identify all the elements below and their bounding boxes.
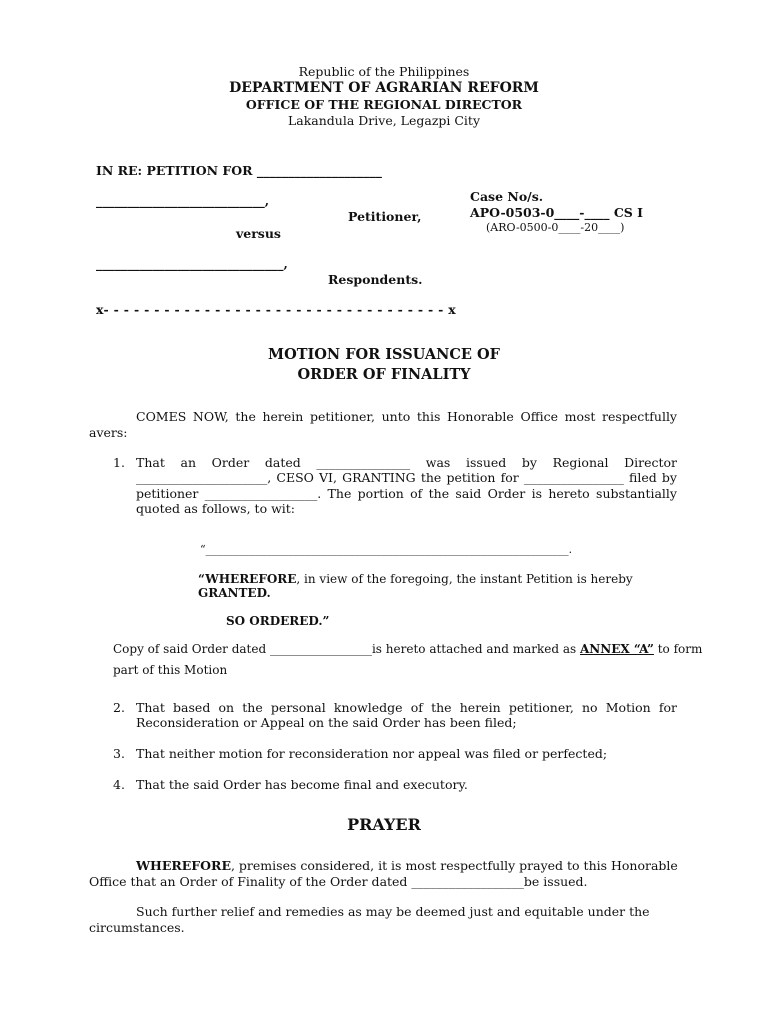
item2-line2: Reconsideration or Appeal on the said Order has been filed; <box>136 715 517 730</box>
quote-wherefore-rest: , in view of the foregoing, the instant Petition is hereby <box>296 572 633 586</box>
copy-line2: part of this Motion <box>113 663 228 677</box>
office-address: Lakandula Drive, Legazpi City <box>287 113 481 128</box>
motion-title-line1: MOTION FOR ISSUANCE OF <box>268 346 500 363</box>
in-re-line: IN RE: PETITION FOR ____________________ <box>96 163 382 178</box>
relief-line2: circumstances. <box>89 920 185 935</box>
quote-wherefore-bold: “WHEREFORE <box>198 572 297 586</box>
item1-number: 1. <box>113 455 125 470</box>
office-name: OFFICE OF THE REGIONAL DIRECTOR <box>245 97 523 112</box>
copy-text-b: to form <box>653 642 703 656</box>
item2-line1: That based on the personal knowledge of the herein petitioner, no Motion for <box>136 700 677 715</box>
item1-line3: petitioner __________________. The portion of the said Order is hereto substantially <box>136 486 677 501</box>
respondents-label: Respondents. <box>328 272 423 287</box>
case-reference: (ARO-0500-0____-20____) <box>486 221 625 234</box>
prayer-line1-rest: , premises considered, it is most respectfully prayed to this Honorable <box>230 858 678 873</box>
quote-wherefore-line <box>198 572 633 586</box>
petitioner-label: Petitioner, <box>348 209 422 224</box>
item1-line1: That an Order dated _______________ was issued by Regional Director <box>136 455 677 470</box>
prayer-heading: PRAYER <box>347 815 421 834</box>
item4-number: 4. <box>113 777 125 792</box>
item2-number: 2. <box>113 700 125 715</box>
case-number: APO-0503-0____-____ CS I <box>470 205 644 220</box>
item3-number: 3. <box>113 746 125 761</box>
republic-line: Republic of the Philippines <box>298 64 470 79</box>
item1-line2: _____________________, CESO VI, GRANTING the petition for ________________ filed by <box>136 470 677 485</box>
case-label: Case No/s. <box>470 189 544 204</box>
relief-line1: Such further relief and remedies as may be deemed just and equitable under the <box>136 904 650 919</box>
motion-title-line2: ORDER OF FINALITY <box>297 366 471 383</box>
caption-separator: x- - - - - - - - - - - - - - - - - - - - - - - - - - - - - - - - - - x <box>96 302 457 317</box>
item4-line1: That the said Order has become final and executory. <box>136 777 468 792</box>
copy-line1 <box>113 642 702 656</box>
quote-so-ordered: SO ORDERED.” <box>226 614 330 628</box>
intro-line2: avers: <box>89 425 128 440</box>
respondent-blank: ______________________________, <box>96 256 288 271</box>
quote-open-blank: “__________________________________________________________________. <box>200 543 573 556</box>
copy-text-a: Copy of said Order dated _________________is hereto attached and marked as <box>113 642 580 656</box>
intro-line1: COMES NOW, the herein petitioner, unto this Honorable Office most respectfully <box>136 409 677 424</box>
item1-line4: quoted as follows, to wit: <box>136 501 296 516</box>
prayer-line1 <box>136 858 678 873</box>
department-name: DEPARTMENT OF AGRARIAN REFORM <box>229 80 539 96</box>
prayer-line2: Office that an Order of Finality of the Order dated __________________be issued. <box>89 874 588 889</box>
item3-line1: That neither motion for reconsideration nor appeal was filed or perfected; <box>136 746 608 761</box>
versus-label: versus <box>236 226 281 241</box>
petitioner-blank: ___________________________, <box>96 193 270 208</box>
quote-granted: GRANTED. <box>198 586 271 600</box>
annex-label: ANNEX “A” <box>579 642 654 656</box>
prayer-wherefore-bold: WHEREFORE <box>136 858 231 873</box>
